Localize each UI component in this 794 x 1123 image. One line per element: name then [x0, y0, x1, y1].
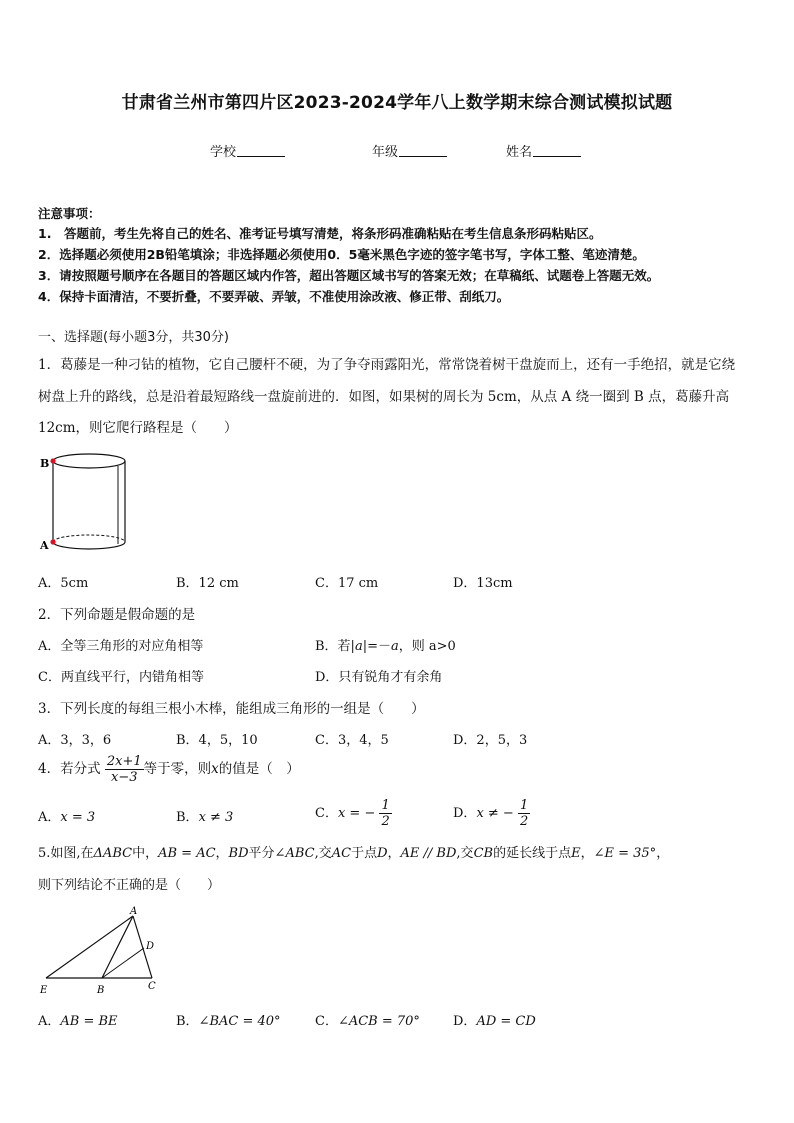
q5-option-b[interactable]	[176, 1010, 281, 1029]
q5-math: ΔABC	[93, 846, 133, 861]
q1-option-b[interactable]: B．12 cm	[176, 576, 239, 591]
q5-line-1	[38, 842, 669, 861]
q2-b-var: a	[390, 639, 399, 654]
q3-option-d[interactable]: D．2，5，3	[453, 733, 528, 748]
q4-c-numerator: 1	[381, 798, 390, 813]
q2-option-a[interactable]: A．全等三角形的对应角相等	[38, 639, 204, 654]
q5-math: AC	[331, 846, 352, 861]
name-blank[interactable]	[533, 144, 581, 157]
q4-fraction-denominator: x−3	[111, 770, 138, 785]
q2-b-mid: |=－	[362, 639, 391, 654]
q5-a-expr: AB = BE	[60, 1014, 118, 1029]
q1-option-a[interactable]: A．5cm	[38, 576, 89, 591]
q1-line-3: 12cm，则它爬行路程是（ ）	[38, 420, 238, 436]
label-e: E	[40, 985, 48, 996]
q5-math: CB	[473, 846, 494, 861]
label-a: A	[130, 906, 138, 917]
q5-c-expr: ∠ACB = 70°	[337, 1014, 420, 1029]
q3-option-c[interactable]: C．3，4，5	[315, 733, 389, 748]
q5-math: ∠E = 35°	[593, 846, 657, 861]
point-b-dot	[50, 458, 55, 463]
point-a-label: A	[40, 539, 49, 552]
q4-stem	[38, 754, 300, 785]
q4-d-numerator: 1	[519, 798, 529, 813]
q1-option-c[interactable]: C．17 cm	[315, 576, 379, 591]
q1-line-2: 树盘上升的路线，总是沿着最短路线一盘旋前进的．如图，如果树的周长为 5cm，从点 A 绕一圈到 B 点，葛藤升高	[38, 389, 730, 405]
school-blank[interactable]	[237, 144, 285, 157]
q5-text: 的延长线于点	[493, 846, 572, 861]
point-b-label: B	[40, 457, 50, 470]
q4-a-expr: x = 3	[60, 810, 96, 825]
q4-a-label: A．	[38, 810, 61, 825]
q5-b-expr: ∠BAC = 40°	[198, 1014, 281, 1029]
notes-heading: 注意事项：	[38, 206, 101, 221]
q4-d-denominator: 2	[519, 814, 529, 829]
page-title: 甘肃省兰州市第四片区2023-2024学年八上数学期末综合测试模拟试题	[121, 93, 673, 113]
q2-b-suffix: ，则 a>0	[398, 639, 456, 654]
point-a-dot	[50, 539, 55, 544]
q5-text: 平分	[248, 846, 275, 861]
q4-option-b[interactable]	[176, 806, 233, 825]
q5-option-c[interactable]	[315, 1010, 420, 1029]
q5-text: ，	[387, 846, 401, 861]
grade-label: 年级	[372, 145, 399, 160]
q2-option-b[interactable]	[315, 635, 456, 654]
cylinder-bottom-back	[53, 535, 125, 542]
q3-stem: 3．下列长度的每组三根小木棒，能组成三角形的一组是（ ）	[38, 701, 425, 717]
q5-math: BD	[228, 846, 249, 861]
q4-c-fraction	[379, 798, 391, 829]
triangle-figure	[36, 902, 166, 998]
q5-text: 5.如图,在	[38, 846, 94, 861]
q5-b-label: B．	[176, 1014, 199, 1029]
cylinder-bottom-front	[53, 542, 125, 549]
q5-math: D	[377, 846, 388, 861]
q5-math: AE // BD	[400, 846, 457, 861]
q5-option-d[interactable]	[453, 1010, 536, 1029]
q5-text: 于点	[351, 846, 378, 861]
q4-stem-pre: 4．若分式	[38, 761, 101, 777]
q5-text: ，	[656, 846, 670, 861]
q5-c-label: C．	[315, 1014, 338, 1029]
school-label: 学校	[210, 145, 237, 160]
q4-b-label: B．	[176, 810, 199, 825]
q5-text: ,交	[456, 846, 474, 861]
q5-a-label: A．	[38, 1014, 61, 1029]
cylinder-figure	[38, 448, 138, 558]
note-item: 4．保持卡面清洁，不要折叠，不要弄破、弄皱，不准使用涂改液、修正带、刮纸刀。	[38, 289, 510, 304]
section-heading: 一、选择题(每小题3分，共30分)	[38, 330, 229, 345]
q5-line-2: 则下列结论不正确的是（ ）	[38, 878, 221, 893]
line-bd	[102, 948, 144, 978]
school-field[interactable]	[210, 141, 285, 160]
q5-math: AB = AC	[158, 846, 216, 861]
q5-text: ，	[580, 846, 594, 861]
q4-stem-mid: 等于零，则	[143, 761, 212, 777]
label-d: D	[146, 941, 155, 952]
q4-option-a[interactable]	[38, 806, 95, 825]
q2-option-c[interactable]: C．两直线平行，内错角相等	[38, 670, 204, 685]
q4-b-expr: x ≠ 3	[198, 810, 234, 825]
q4-c-denominator: 2	[381, 814, 390, 829]
line-ab	[102, 916, 133, 978]
name-label: 姓名	[506, 145, 533, 160]
q4-d-label: D．	[453, 806, 477, 821]
q5-text: 中，	[132, 846, 159, 861]
q3-option-b[interactable]: B．4，5，10	[176, 733, 258, 748]
label-b: B	[97, 985, 105, 996]
grade-field[interactable]	[372, 141, 447, 160]
q1-option-d[interactable]: D．13cm	[453, 576, 513, 591]
q4-stem-var: x	[211, 761, 219, 777]
q2-b-var: a	[354, 639, 363, 654]
grade-blank[interactable]	[399, 144, 447, 157]
q2-option-d[interactable]: D．只有锐角才有余角	[315, 670, 443, 685]
q4-c-expr: x = −	[337, 806, 376, 821]
q1-line-1: 1．葛藤是一种刁钻的植物，它自己腰杆不硬，为了争夺雨露阳光，常常饶着树干盘旋而上，还有一手绝招，就是它绕	[38, 357, 736, 373]
q5-option-a[interactable]	[38, 1010, 118, 1029]
note-item: 3．请按照题号顺序在各题目的答题区域内作答，超出答题区域书写的答案无效；在草稿纸、试题卷上答题无效。	[38, 268, 660, 283]
q4-c-label: C．	[315, 806, 338, 821]
name-field[interactable]	[506, 141, 581, 160]
q4-d-fraction	[518, 798, 530, 829]
line-ea	[46, 916, 133, 978]
q5-d-expr: AD = CD	[476, 1014, 536, 1029]
label-c: C	[148, 981, 156, 992]
q4-stem-post: 的值是（ ）	[218, 761, 300, 777]
q5-text: ,交	[314, 846, 332, 861]
note-item: 1. 答题前，考生先将自己的姓名、准考证号填写清楚，将条形码准确粘贴在考生信息条形码粘贴区。	[38, 226, 602, 241]
q4-fraction-numerator: 2x+1	[106, 754, 142, 769]
q2-stem: 2．下列命题是假命题的是	[38, 607, 196, 623]
q5-text: ，	[215, 846, 229, 861]
cylinder-top-ellipse	[53, 454, 125, 468]
q2-b-prefix: B．若|	[315, 639, 355, 654]
q4-option-d[interactable]	[453, 798, 530, 829]
q4-fraction	[105, 754, 144, 785]
q4-d-expr: x ≠ −	[476, 806, 514, 821]
note-item: 2．选择题必须使用2B铅笔填涂；非选择题必须使用0．5毫米黑色字迹的签字笔书写，字体工整、笔迹清楚。	[38, 247, 645, 262]
q4-option-c[interactable]	[315, 798, 392, 829]
q3-option-a[interactable]: A．3，3，6	[38, 733, 112, 748]
q5-math: ∠ABC	[274, 846, 315, 861]
q5-math: E	[571, 846, 581, 861]
q5-d-label: D．	[453, 1014, 477, 1029]
